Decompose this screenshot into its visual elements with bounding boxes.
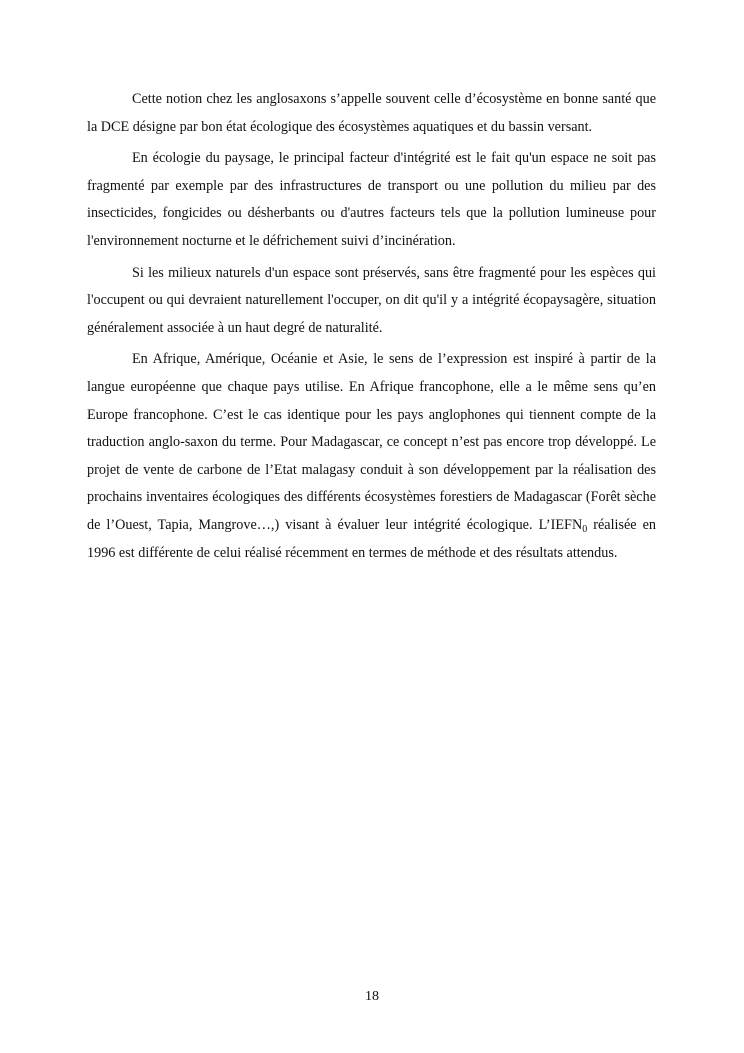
paragraph-4-text-end: réalisée en 1996 est différente de celui réalisé récemment en termes de méthode et des résultats attendus.: [87, 516, 657, 561]
paragraph-1: Cette notion chez les anglosaxons s’appelle souvent celle d’écosystème en bonne santé que la DCE désigne par bon état écologique des écosystèmes aquatiques et du bassin versant.: [87, 91, 656, 135]
page-number: 18: [365, 989, 379, 1004]
paragraph-2: En écologie du paysage, le principal facteur d'intégrité est le fait qu'un espace ne soit pas fragmenté par exemple par des infrastructures de transport ou une pollution du milieu par des insecticides, fongicides ou désherbants ou d'autres facteurs tels que la pollution lumineuse pour l'environnement nocturne et le défrichement suivi d’incinération.: [87, 150, 656, 249]
paragraph-4-text: En Afrique, Amérique, Océanie et Asie, le sens de l’expression est inspiré à partir de la langue européenne que chaque pays utilise. En Afrique francophone, elle a le même sens qu’en Europe francophone. C’est le cas identique pour les pays anglophones qui tiennent compte de la traduction anglo-saxon du terme. Pour Madagascar, ce concept n’est pas encore trop développé. Le projet de vente de carbone de l’Etat malagasy conduit à son développement par la réalisation des prochains inventaires écologiques des différents écosystèmes forestiers de Madagascar (Forêt sèche de l’Ouest, Tapia, Mangrove…,) visant à évaluer leur intégrité écologique. L’IEFN: [87, 351, 656, 533]
paragraph-4: [87, 346, 656, 567]
iefn-subscript: 0: [582, 523, 588, 535]
paragraph-3: Si les milieux naturels d'un espace sont préservés, sans être fragmenté pour les espèces qui l'occupent ou qui devraient naturellement l'occuper, on dit qu'il y a intégrité écopaysagère, situation généralement associée à un haut degré de naturalité.: [87, 264, 656, 336]
body-text: [87, 86, 656, 571]
